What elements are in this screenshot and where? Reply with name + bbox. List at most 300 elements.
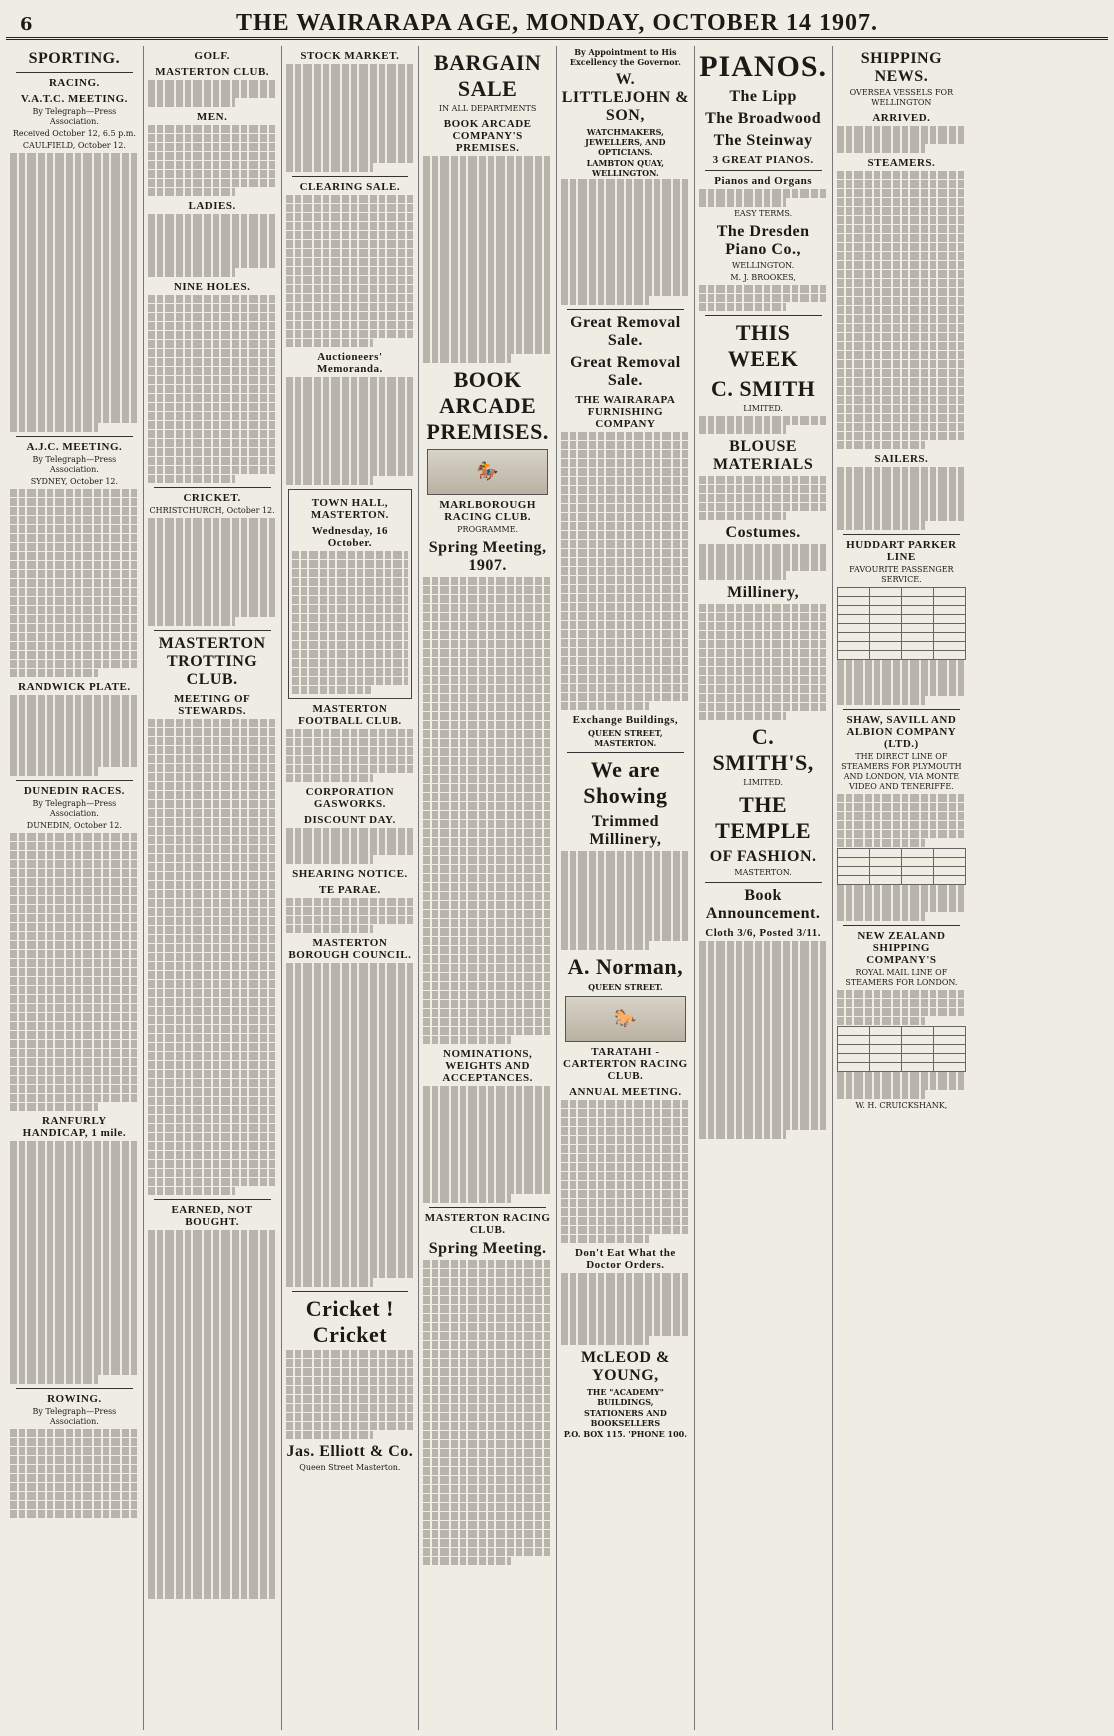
masterton-racing-heading: MASTERTON RACING CLUB. — [424, 1211, 551, 1236]
illegible-text-line — [148, 581, 277, 590]
illegible-text-line — [837, 423, 967, 432]
illegible-text-line — [286, 1107, 415, 1116]
illegible-text-line — [148, 376, 277, 385]
illegible-text-line — [561, 1127, 690, 1136]
pobox-line: P.O. BOX 115. 'PHONE 100. — [563, 1428, 687, 1439]
byline: By Telegraph—Press Association. — [32, 798, 117, 818]
divider — [705, 170, 822, 171]
illegible-text-line — [10, 932, 139, 941]
illegible-text-line — [286, 925, 374, 934]
illegible-text-line — [837, 252, 967, 261]
illegible-text-line — [423, 982, 552, 991]
arrived-heading: ARRIVED. — [872, 112, 931, 124]
illegible-text-line — [561, 513, 690, 522]
illegible-text-line — [148, 1410, 277, 1419]
illegible-text-line — [561, 486, 690, 495]
illegible-text-line — [10, 171, 139, 180]
illegible-text-line — [10, 207, 139, 216]
illegible-text-line — [286, 1143, 415, 1152]
illegible-text-line — [148, 403, 277, 412]
illegible-text-line — [837, 135, 967, 144]
illegible-text-line — [148, 125, 277, 134]
illegible-text-line — [423, 1167, 552, 1176]
illegible-text-line — [148, 1437, 277, 1446]
illegible-text-line — [561, 914, 690, 923]
illegible-text-line — [423, 1314, 552, 1323]
illegible-text-line — [148, 1187, 236, 1196]
gasworks-heading: CORPORATION GASWORKS. — [305, 786, 395, 810]
royal-mail-line: ROYAL MAIL LINE OF STEAMERS FOR LONDON. — [845, 967, 958, 987]
illegible-text-line — [286, 431, 415, 440]
illegible-text-line — [561, 477, 690, 486]
illegible-text-line — [837, 225, 967, 234]
illegible-text-line — [837, 821, 967, 830]
illegible-text-line — [286, 837, 415, 846]
illegible-text-line — [148, 1160, 277, 1169]
illegible-text-line — [423, 300, 552, 309]
illegible-text-line — [286, 118, 415, 127]
spring-meeting-2-heading: Spring Meeting. — [428, 1239, 547, 1257]
illegible-text-line — [837, 270, 967, 279]
illegible-text-line — [286, 154, 415, 163]
illegible-text-line — [423, 1018, 552, 1027]
illegible-text-line — [148, 475, 236, 484]
oversea-vessels: OVERSEA VESSELS FOR WELLINGTON — [849, 88, 954, 107]
illegible-text-line — [423, 676, 552, 685]
illegible-text-line — [286, 204, 415, 213]
illegible-text-line — [148, 430, 277, 439]
illegible-text-line — [148, 872, 277, 881]
illegible-text-line — [561, 684, 690, 693]
illegible-text-line — [10, 216, 139, 225]
illegible-text-line — [148, 1293, 277, 1302]
illegible-text-line — [286, 91, 415, 100]
illegible-text-line — [148, 1248, 277, 1257]
temple-heading: THE TEMPLE — [715, 792, 812, 843]
illegible-text-line — [561, 1172, 690, 1181]
illegible-text-line — [10, 1040, 139, 1049]
illegible-text-line — [423, 291, 552, 300]
illegible-text-line — [423, 1131, 552, 1140]
illegible-text-line — [10, 1258, 139, 1267]
illegible-text-line — [286, 195, 415, 204]
illegible-text-line — [286, 990, 415, 999]
rowing-heading: ROWING. — [47, 1392, 102, 1405]
illegible-text-line — [423, 1332, 552, 1341]
illegible-text-line — [423, 1467, 552, 1476]
illegible-text-line — [837, 387, 967, 396]
divider — [843, 709, 961, 710]
illegible-text-line — [423, 703, 552, 712]
illegible-text-line — [699, 1121, 828, 1130]
illegible-text-line — [561, 1282, 690, 1291]
illegible-text-line — [148, 179, 277, 188]
illegible-text-line — [286, 1044, 415, 1053]
illegible-text-line — [837, 503, 967, 512]
illegible-text-line — [148, 1052, 277, 1061]
illegible-text-line — [837, 279, 967, 288]
illegible-text-line — [10, 261, 139, 270]
illegible-text-line — [561, 549, 690, 558]
illegible-text-line — [423, 847, 552, 856]
illegible-text-line — [561, 215, 690, 224]
illegible-text-line — [286, 765, 415, 774]
nzsc-table — [837, 1026, 967, 1072]
illegible-text-line — [423, 255, 552, 264]
illegible-text-line — [148, 737, 277, 746]
illegible-text-line — [10, 180, 139, 189]
illegible-text-line — [286, 386, 415, 395]
illegible-text-line — [10, 615, 139, 624]
illegible-text-line — [10, 1285, 139, 1294]
illegible-text-line — [837, 297, 967, 306]
illegible-text-line — [699, 1094, 828, 1103]
illegible-text-line — [10, 1195, 139, 1204]
illegible-text-line — [10, 1501, 139, 1510]
illegible-text-line — [423, 264, 552, 273]
illegible-text-line — [286, 972, 415, 981]
illegible-text-line — [423, 649, 552, 658]
illegible-text-line — [286, 1017, 415, 1026]
illegible-text-line — [837, 369, 967, 378]
illegible-text-line — [148, 1509, 277, 1518]
illegible-text-line — [423, 838, 552, 847]
illegible-text-line — [148, 1455, 277, 1464]
illegible-text-line — [423, 336, 552, 345]
illegible-text-line — [423, 1359, 552, 1368]
illegible-text-line — [286, 1431, 374, 1440]
illegible-text-line — [699, 544, 828, 553]
illegible-text-line — [423, 1000, 552, 1009]
illegible-text-line — [699, 198, 787, 207]
illegible-text-line — [148, 908, 277, 917]
illegible-text-line — [286, 999, 415, 1008]
illegible-text-line — [286, 73, 415, 82]
sailers-heading: SAILERS. — [874, 453, 929, 465]
illegible-text-line — [148, 259, 277, 268]
illegible-text-line — [423, 919, 552, 928]
illegible-text-line — [10, 758, 139, 767]
illegible-text-line — [10, 414, 139, 423]
illegible-text-line — [286, 916, 415, 925]
illegible-text-line — [286, 1116, 415, 1125]
illegible-text-line — [699, 640, 828, 649]
illegible-text-line — [423, 192, 552, 201]
illegible-text-line — [286, 163, 374, 172]
illegible-text-line — [286, 1134, 415, 1143]
illegible-text-line — [837, 243, 967, 252]
illegible-text-line — [286, 127, 415, 136]
illegible-text-line — [10, 516, 139, 525]
programme-label: PROGRAMME. — [457, 524, 519, 534]
illegible-text-line — [837, 189, 967, 198]
illegible-text-line — [286, 136, 415, 145]
illegible-text-line — [286, 1035, 415, 1044]
illegible-text-line — [10, 842, 139, 851]
illegible-text-line — [423, 712, 552, 721]
huddart-parker-heading: HUDDART PARKER LINE — [846, 538, 957, 563]
illegible-text-line — [10, 1375, 98, 1384]
divider — [16, 72, 133, 73]
illegible-text-line — [148, 1446, 277, 1455]
illegible-text-line — [148, 518, 277, 527]
illegible-text-line — [561, 495, 690, 504]
illegible-text-line — [148, 719, 277, 728]
illegible-text-line — [286, 440, 415, 449]
illegible-text-line — [699, 1004, 828, 1013]
illegible-text-line — [10, 1094, 139, 1103]
illegible-text-line — [10, 851, 139, 860]
illegible-text-line — [286, 258, 415, 267]
trotting-club-heading: MASTERTON TROTTING CLUB. — [158, 634, 266, 688]
illegible-text-line — [423, 1458, 552, 1467]
illegible-text-line — [148, 827, 277, 836]
illegible-text-line — [148, 439, 277, 448]
illegible-text-line — [148, 599, 277, 608]
illegible-text-line — [286, 377, 415, 386]
illegible-text-line — [148, 1257, 277, 1266]
illegible-text-line — [423, 282, 552, 291]
illegible-text-line — [292, 587, 409, 596]
illegible-text-line — [286, 898, 415, 907]
illegible-text-line — [148, 962, 277, 971]
illegible-text-line — [10, 1186, 139, 1195]
illegible-text-line — [837, 794, 967, 803]
sailings-table — [837, 587, 967, 660]
illegible-text-line — [148, 232, 277, 241]
illegible-text-line — [10, 660, 139, 669]
illegible-text-line — [699, 512, 787, 521]
illegible-text-line — [10, 351, 139, 360]
brookes-name: M. J. BROOKES, — [730, 272, 796, 282]
illegible-text-line — [423, 1476, 552, 1485]
illegible-text-line — [10, 923, 139, 932]
illegible-text-line — [699, 494, 828, 503]
illegible-text-line — [423, 1539, 552, 1548]
illegible-text-line — [10, 234, 139, 243]
broadwood-line: The Broadwood — [705, 110, 822, 127]
illegible-text-line — [10, 959, 139, 968]
illegible-text-line — [837, 885, 967, 894]
trimmed-millinery: Trimmed Millinery, — [589, 813, 662, 848]
illegible-text-line — [699, 285, 828, 294]
illegible-text-line — [423, 1422, 552, 1431]
illegible-text-line — [699, 503, 828, 512]
illegible-text-line — [286, 213, 415, 222]
illegible-text-line — [561, 1208, 690, 1217]
byline: By Telegraph—Press Association. — [32, 1406, 117, 1426]
ajc-heading: A.J.C. MEETING. — [26, 440, 123, 453]
illegible-text-line — [286, 267, 415, 276]
illegible-text-line — [148, 1491, 277, 1500]
illegible-text-line — [148, 1142, 277, 1151]
dunedin-heading: DUNEDIN RACES. — [23, 784, 125, 797]
illegible-text-line — [10, 1267, 139, 1276]
illegible-text-line — [561, 260, 690, 269]
illegible-text-line — [699, 1022, 828, 1031]
illegible-text-line — [561, 1300, 690, 1309]
illegible-text-line — [148, 854, 277, 863]
illegible-text-line — [423, 1095, 552, 1104]
illegible-text-line — [561, 1136, 690, 1145]
illegible-text-line — [423, 1086, 552, 1095]
illegible-text-line — [837, 912, 925, 921]
elliott-address: Queen Street Masterton. — [299, 1463, 401, 1472]
illegible-text-line — [10, 360, 139, 369]
illegible-text-line — [837, 687, 967, 696]
illegible-text-line — [561, 693, 690, 702]
illegible-text-line — [837, 396, 967, 405]
illegible-text-line — [286, 1260, 415, 1269]
illegible-text-line — [148, 1151, 277, 1160]
illegible-text-line — [286, 249, 415, 258]
illegible-text-line — [148, 385, 277, 394]
stationers-line: STATIONERS AND BOOKSELLERS — [583, 1407, 667, 1428]
illegible-text-line — [699, 977, 828, 986]
illegible-text-line — [837, 678, 967, 687]
illegible-text-line — [561, 269, 690, 278]
illegible-text-line — [10, 606, 139, 615]
illegible-text-line — [10, 1294, 139, 1303]
divider — [154, 1199, 271, 1200]
illegible-text-line — [148, 1034, 277, 1043]
illegible-text-line — [286, 422, 415, 431]
illegible-text-line — [148, 1500, 277, 1509]
illegible-text-line — [286, 321, 415, 330]
illegible-text-line — [423, 1485, 552, 1494]
illegible-text-line — [561, 860, 690, 869]
illegible-text-line — [286, 294, 415, 303]
illegible-text-line — [10, 1474, 139, 1483]
illegible-text-line — [286, 1215, 415, 1224]
illegible-text-line — [561, 1163, 690, 1172]
illegible-text-line — [10, 941, 139, 950]
illegible-text-line — [10, 1321, 139, 1330]
illegible-text-line — [423, 1548, 552, 1557]
illegible-text-line — [10, 1438, 139, 1447]
illegible-text-line — [561, 1100, 690, 1109]
illegible-text-line — [148, 1266, 277, 1275]
illegible-text-line — [148, 1572, 277, 1581]
cloth-price: Cloth 3/6, Posted 3/11. — [705, 927, 821, 939]
illegible-text-line — [423, 820, 552, 829]
illegible-text-line — [10, 243, 139, 252]
illegible-text-line — [837, 432, 967, 441]
blouse-materials: BLOUSE MATERIALS — [713, 437, 814, 473]
illegible-text-line — [10, 1058, 139, 1067]
illegible-text-line — [10, 1312, 139, 1321]
byline: By Telegraph—Press Association. — [32, 107, 117, 126]
taratahi-heading: TARATAHI - CARTERTON RACING CLUB. — [563, 1045, 688, 1082]
divider — [154, 487, 271, 488]
illegible-text-line — [148, 98, 236, 107]
illegible-text-line — [10, 896, 139, 905]
illegible-text-line — [286, 846, 415, 855]
illegible-text-line — [423, 901, 552, 910]
illegible-text-line — [148, 1356, 277, 1365]
illegible-text-line — [837, 351, 967, 360]
column-sporting — [6, 46, 144, 1730]
shipping-news-heading: SHIPPING NEWS. — [860, 50, 943, 85]
illegible-text-line — [148, 1581, 277, 1590]
illegible-text-line — [10, 588, 139, 597]
illegible-text-line — [286, 476, 374, 485]
illegible-text-line — [286, 222, 415, 231]
illegible-text-line — [837, 839, 925, 848]
this-week-heading: THIS WEEK — [727, 320, 799, 371]
column-golf — [144, 46, 282, 1730]
illegible-text-line — [10, 968, 139, 977]
illegible-text-line — [148, 836, 277, 845]
illegible-text-line — [10, 288, 139, 297]
illegible-text-line — [423, 892, 552, 901]
illegible-text-line — [837, 441, 925, 450]
illegible-text-line — [561, 1109, 690, 1118]
illegible-text-line — [699, 1130, 787, 1139]
illegible-text-line — [10, 1222, 139, 1231]
illegible-text-line — [10, 1492, 139, 1501]
illegible-text-line — [423, 694, 552, 703]
illegible-text-line — [286, 1098, 415, 1107]
illegible-text-line — [423, 586, 552, 595]
illegible-text-line — [292, 641, 409, 650]
illegible-text-line — [286, 1386, 415, 1395]
illegible-text-line — [286, 339, 374, 348]
illegible-text-line — [148, 322, 277, 331]
illegible-text-line — [148, 536, 277, 545]
illegible-text-line — [286, 1125, 415, 1134]
costumes-heading: Costumes. — [725, 524, 801, 541]
illegible-text-line — [837, 1072, 967, 1081]
illegible-text-line — [423, 1104, 552, 1113]
illegible-text-line — [10, 333, 139, 342]
illegible-text-line — [423, 183, 552, 192]
illegible-text-line — [148, 412, 277, 421]
ranfurly-heading: RANFURLY HANDICAP, 1 mile. — [22, 1115, 127, 1139]
illegible-text-line — [561, 233, 690, 242]
we-are-showing-heading: We are Showing — [583, 757, 668, 808]
illegible-text-line — [10, 1429, 139, 1438]
illegible-text-line — [148, 1545, 277, 1554]
illegible-text-line — [286, 285, 415, 294]
illegible-text-line — [292, 650, 409, 659]
divider — [567, 752, 684, 753]
illegible-text-line — [10, 1031, 139, 1040]
illegible-text-line — [423, 210, 552, 219]
illegible-text-line — [837, 812, 967, 821]
illegible-text-line — [423, 964, 552, 973]
illegible-text-line — [148, 608, 277, 617]
illegible-text-line — [837, 126, 967, 135]
shaw-savill-heading: SHAW, SAVILL AND ALBION COMPANY (LTD.) — [846, 713, 957, 750]
illegible-text-line — [423, 228, 552, 237]
illegible-text-line — [423, 577, 552, 586]
illegible-text-line — [286, 1224, 415, 1233]
illegible-text-line — [837, 830, 967, 839]
illegible-text-line — [423, 1512, 552, 1521]
illegible-text-line — [699, 703, 828, 712]
littlejohn-name: W. LITTLEJOHN & SON, — [561, 71, 690, 124]
illegible-text-line — [837, 999, 967, 1008]
illegible-text-line — [561, 851, 690, 860]
illegible-text-line — [10, 860, 139, 869]
illegible-text-line — [286, 100, 415, 109]
illegible-text-line — [10, 1231, 139, 1240]
illegible-text-line — [423, 345, 552, 354]
illegible-text-line — [148, 1275, 277, 1284]
illegible-text-line — [837, 803, 967, 812]
illegible-text-line — [10, 1067, 139, 1076]
